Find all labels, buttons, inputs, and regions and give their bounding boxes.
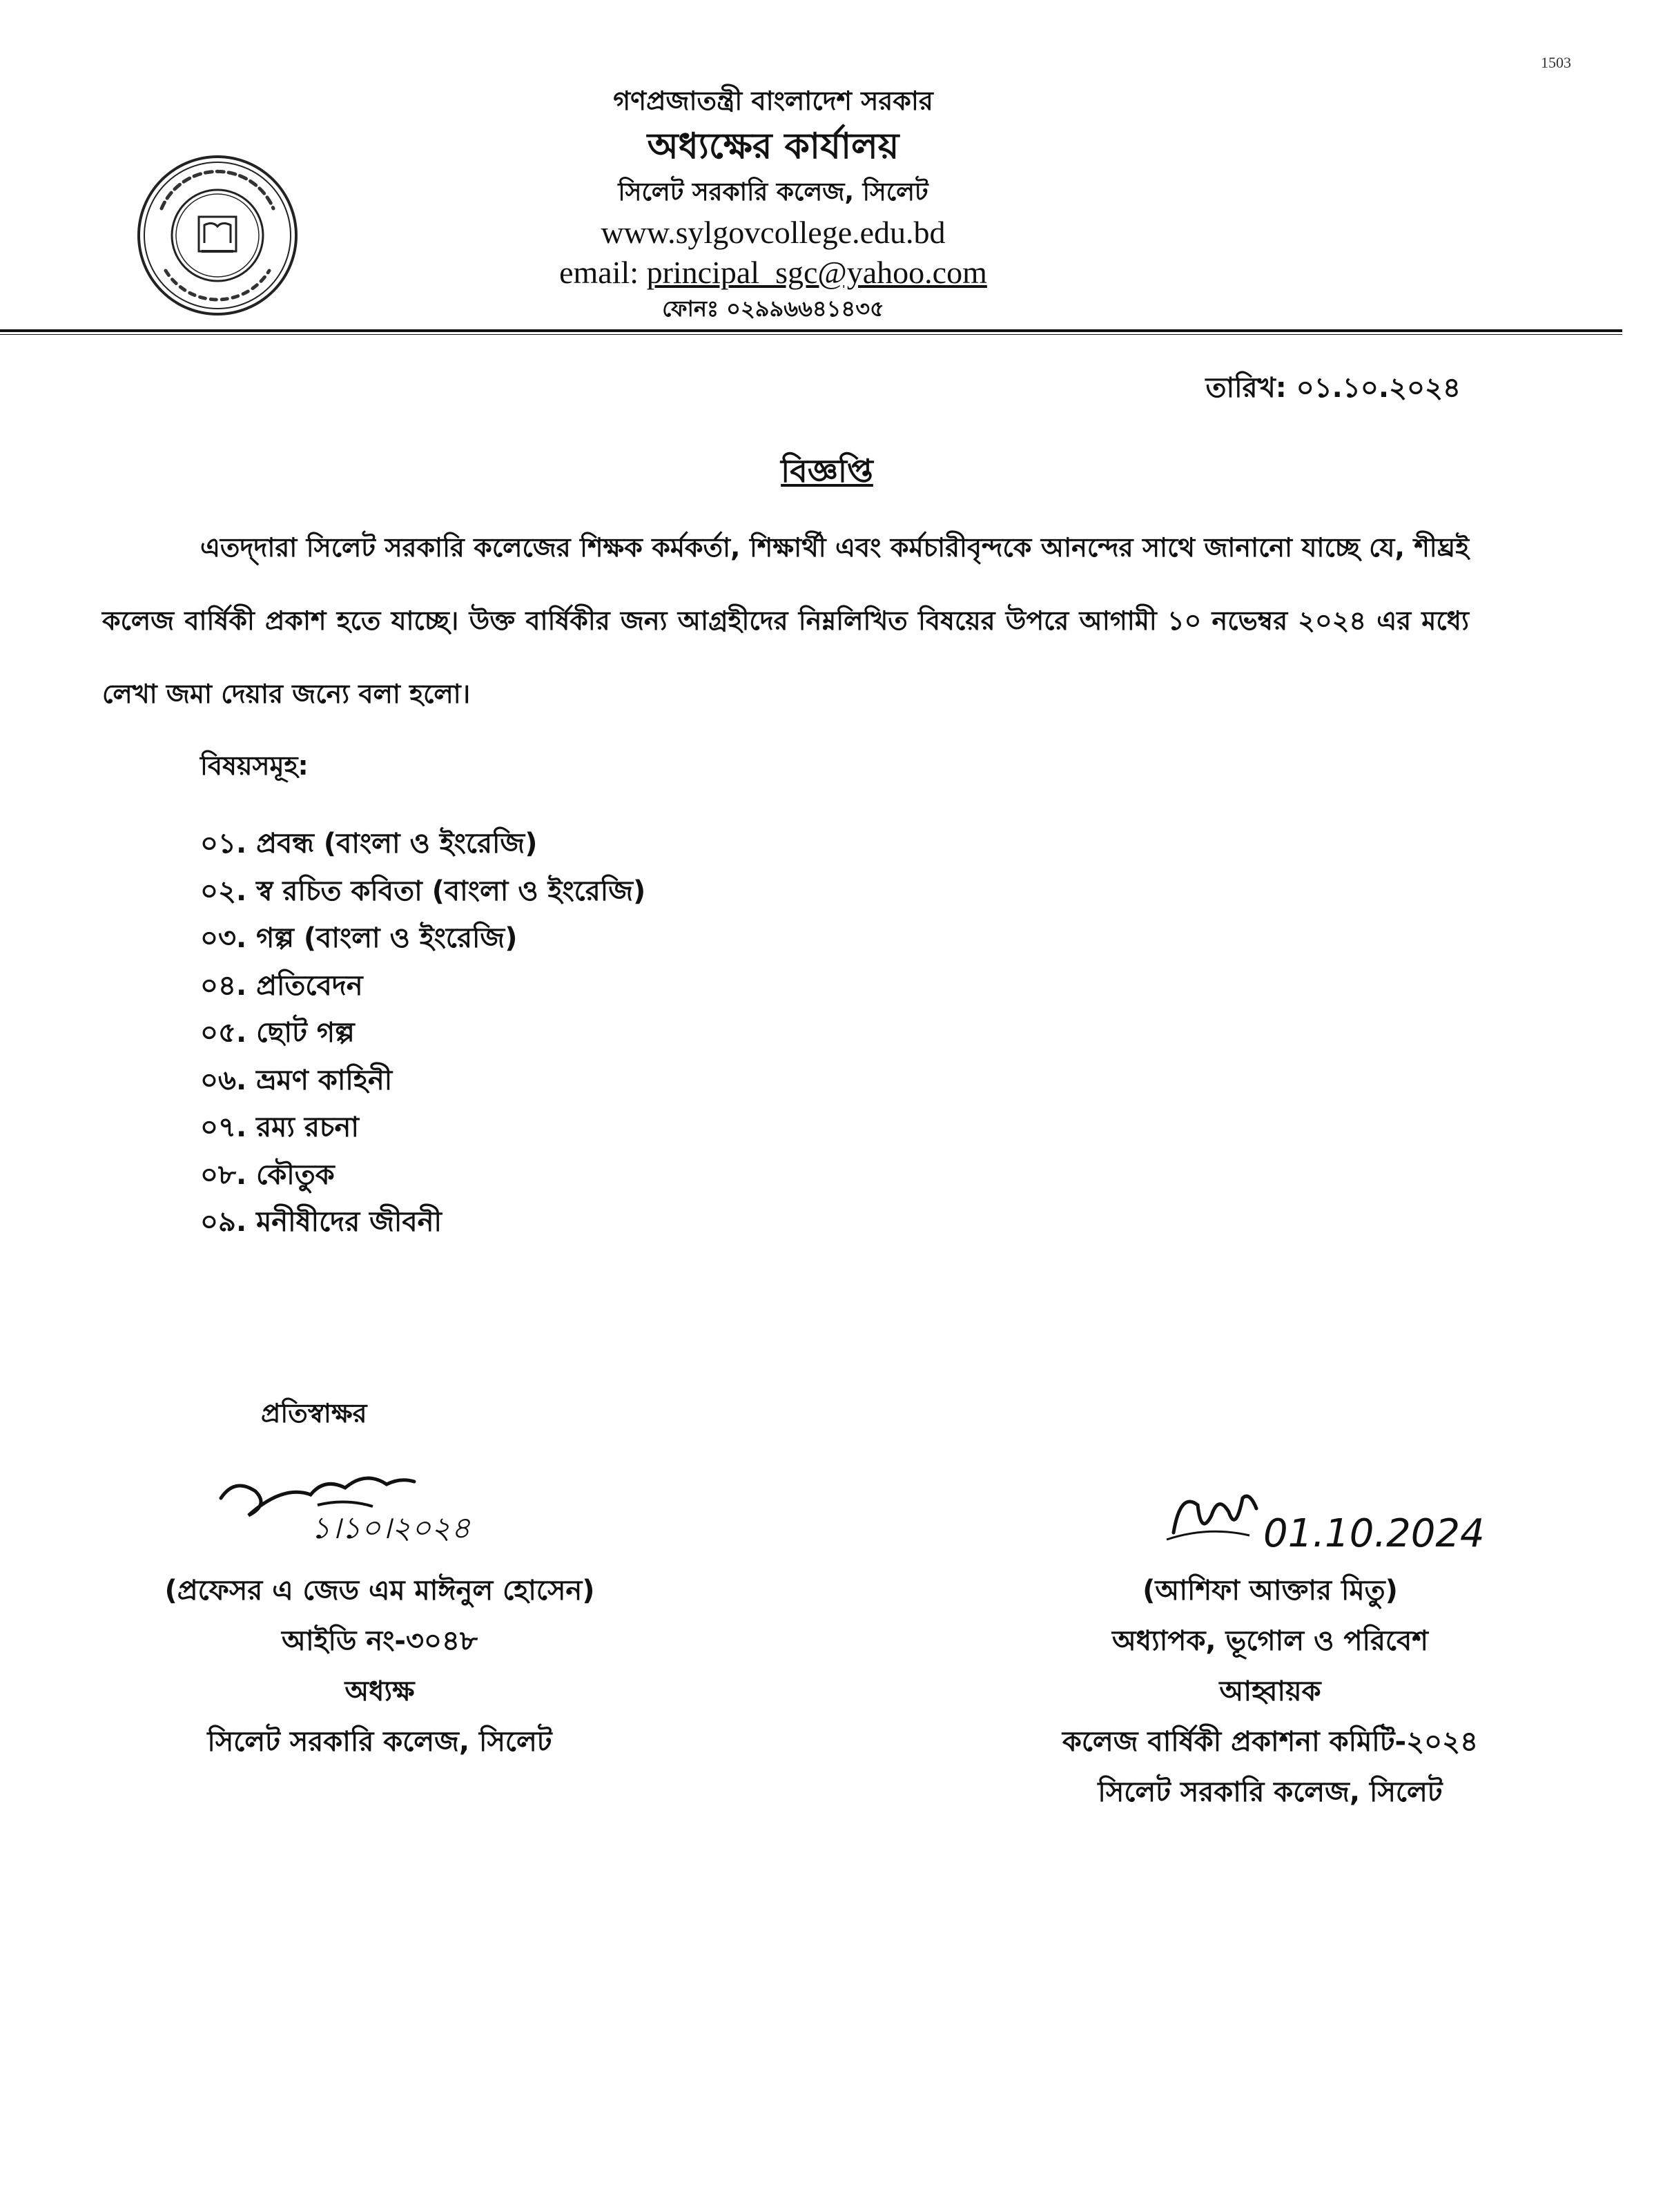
topic-item: ০৩. গল্প (বাংলা ও ইংরেজি) xyxy=(200,922,518,954)
topic-item: ০২. স্ব রচিত কবিতা (বাংলা ও ইংরেজি) xyxy=(200,875,646,907)
letterhead xyxy=(442,81,1105,324)
convener-name: (আশিফা আক্তার মিতু) xyxy=(1142,1575,1398,1607)
principal-name: (প্রফেসর এ জেড এম মাঈনুল হোসেন) xyxy=(164,1575,595,1607)
committee-name: কলেজ বার্ষিকী প্রকাশনা কমিটি-২০২৪ xyxy=(1062,1726,1479,1758)
notice-title: বিজ্ঞপ্তি xyxy=(781,452,873,489)
website-link[interactable]: www.sylgovcollege.edu.bd xyxy=(601,215,946,250)
topic-item: ০৬. ভ্রমণ কাহিনী xyxy=(200,1064,393,1096)
convener-signature-block xyxy=(953,1566,1588,1818)
email-label: email: xyxy=(559,255,639,290)
topic-item: ০১. প্রবন্ধ (বাংলা ও ইংরেজি) xyxy=(200,828,538,860)
phone-number: ফোনঃ ০২৯৯৬৬৪১৪৩৫ xyxy=(662,295,884,322)
government-name: গণপ্রজাতন্ত্রী বাংলাদেশ সরকার xyxy=(613,86,933,116)
topics-label: বিষয়সমূহ: xyxy=(200,750,309,781)
notice-body: এতদ্‌দারা সিলেট সরকারি কলেজের শিক্ষক কর্মকর্তা, শিক্ষার্থী এবং কর্মচারীবৃন্দকে আনন্দের সাথে জানানো যাচ্ছে যে, শীঘ্রই কলেজ বার্ষিকী প্রকাশ হতে যাচ্ছে। উক্ত বার্ষিকীর জন্য আগ্রহীদের নিম্নলিখিত বিষয়ের উপরে আগামী ১০ নভেম্বর ২০২৪ এর মধ্যে লেখা জমা দেয়ার জন্যে বলা হলো। xyxy=(102,532,1469,709)
topics-list xyxy=(200,820,645,1246)
topic-item: ০৫. ছোট গল্প xyxy=(200,1017,355,1049)
countersign-label: প্রতিস্বাক্ষর xyxy=(261,1398,367,1428)
convener-role: আহ্বায়ক xyxy=(1219,1676,1321,1707)
convener-signature-icon xyxy=(1160,1477,1505,1560)
principal-signature-date: ১।১০।২০২৪ xyxy=(311,1511,471,1546)
college-seal-icon xyxy=(135,153,300,318)
notice-title-row xyxy=(0,447,1654,500)
convener-designation: অধ্যাপক, ভূগোল ও পরিবেশ xyxy=(1112,1625,1428,1657)
header-divider xyxy=(0,329,1622,335)
office-name: অধ্যক্ষের কার্যালয় xyxy=(647,126,899,167)
convener-signature-date: 01.10.2024 xyxy=(1263,1511,1485,1556)
principal-id: আইডি নং-৩০৪৮ xyxy=(282,1625,478,1657)
email-link[interactable]: principal_sgc@yahoo.com xyxy=(646,255,987,290)
topic-item: ০৭. রম্য রচনা xyxy=(200,1112,359,1143)
principal-signature-icon xyxy=(207,1457,532,1546)
principal-designation: অধ্যক্ষ xyxy=(344,1676,415,1707)
page-number: 1503 xyxy=(1541,54,1571,71)
college-name: সিলেট সরকারি কলেজ, সিলেট xyxy=(618,178,928,206)
topic-item: ০৪. প্রতিবেদন xyxy=(200,969,363,1002)
topic-item: ০৯. মনীষীদের জীবনী xyxy=(200,1206,442,1238)
email-line xyxy=(442,253,1105,293)
principal-institution: সিলেট সরকারি কলেজ, সিলেট xyxy=(207,1726,552,1758)
topic-item: ০৮. কৌতুক xyxy=(200,1158,335,1191)
convener-institution: সিলেট সরকারি কলেজ, সিলেট xyxy=(1098,1776,1443,1808)
principal-signature-block xyxy=(110,1566,649,1767)
notice-date: তারিখ: ০১.১০.২০২৪ xyxy=(1205,372,1461,404)
